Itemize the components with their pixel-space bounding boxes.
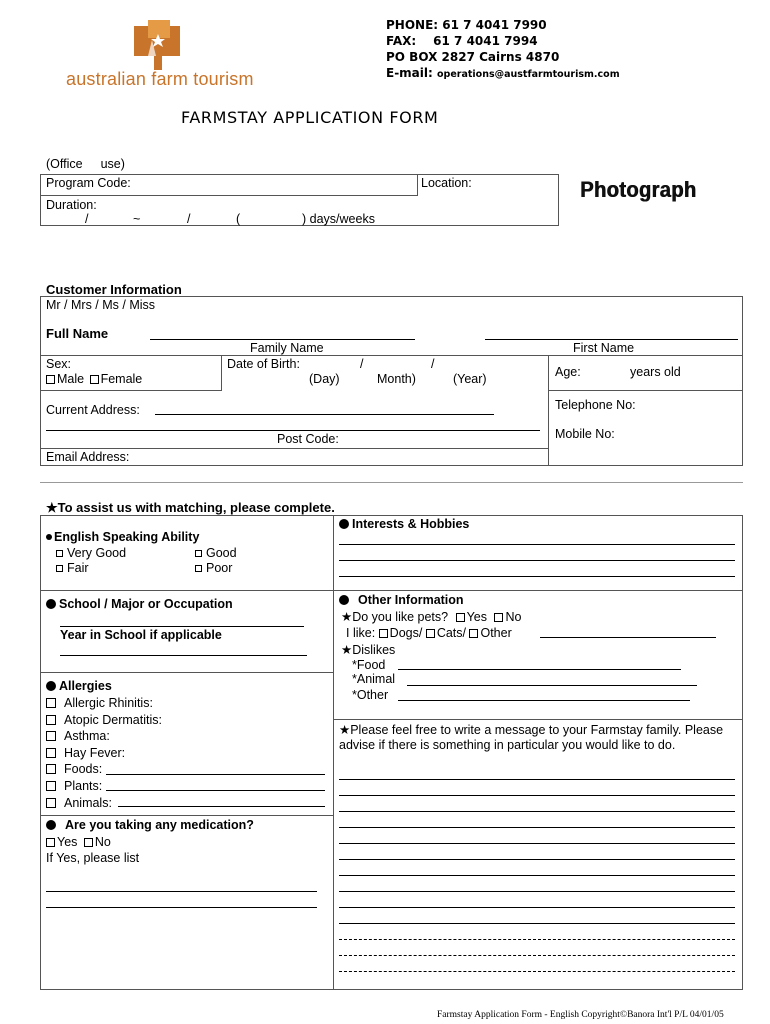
duration-slash: / xyxy=(187,212,191,226)
logo xyxy=(62,20,262,95)
family-name-caption: Family Name xyxy=(250,341,324,355)
title-options: Mr / Mrs / Ms / Miss xyxy=(46,298,156,312)
dob-slash: / xyxy=(360,357,364,371)
allergy-item[interactable]: Allergic Rhinitis: xyxy=(46,695,162,712)
contact-fax: FAX: 61 7 4041 7994 xyxy=(386,34,538,48)
bullet-icon xyxy=(46,681,56,691)
other-pet-checkbox[interactable]: Other xyxy=(469,626,511,640)
allergy-item[interactable]: Atopic Dermatitis: xyxy=(46,712,162,729)
bullet-icon xyxy=(339,519,349,529)
bullet-icon xyxy=(339,595,349,605)
pets-yes-checkbox[interactable]: Yes xyxy=(456,610,487,624)
other-info-heading: Other Information xyxy=(339,593,464,607)
pets-question: ★Do you like pets? Yes No xyxy=(341,610,522,624)
logo-mark-icon xyxy=(134,20,180,70)
duration-tilde: ~ xyxy=(133,212,141,226)
duration-paren: ( xyxy=(236,212,241,226)
address-input-2[interactable] xyxy=(46,430,540,431)
allergy-plants-input[interactable] xyxy=(106,790,325,791)
message-prompt: ★Please feel free to write a message to your Farmstay family. Please advise if there is something in particular you would like to do. xyxy=(339,723,724,752)
allergies-heading: Allergies xyxy=(46,679,112,693)
medication-input-2[interactable] xyxy=(46,907,317,908)
medication-heading: Are you taking any medication? xyxy=(46,818,254,832)
school-heading: School / Major or Occupation xyxy=(46,597,233,611)
duration-label: Duration: xyxy=(46,198,97,212)
medication-if-yes: If Yes, please list xyxy=(46,851,140,865)
duration-unit: ) days/weeks xyxy=(302,212,375,226)
dob-slash: / xyxy=(431,357,435,371)
contact-pobox: PO BOX 2827 Cairns 4870 xyxy=(386,50,560,64)
allergy-item[interactable]: Asthma: xyxy=(46,728,162,745)
customer-info-heading: Customer Information xyxy=(46,282,182,297)
male-checkbox[interactable]: Male xyxy=(46,372,84,386)
star-icon: ★ xyxy=(341,643,353,657)
pets-no-checkbox[interactable]: No xyxy=(494,610,521,624)
age-label: Age: xyxy=(555,365,581,379)
sex-options xyxy=(46,372,142,386)
english-very-good[interactable]: Very Good xyxy=(56,546,126,560)
address-input-1[interactable] xyxy=(155,414,494,415)
allergy-animals-input[interactable] xyxy=(118,806,325,807)
year-in-school-label: Year in School if applicable xyxy=(60,628,222,642)
english-good[interactable]: Good xyxy=(195,546,237,560)
other-pet-input[interactable] xyxy=(540,637,716,638)
sex-label: Sex: xyxy=(46,357,72,371)
dislike-food-label: *Food xyxy=(352,658,386,672)
contact-phone: PHONE: 61 7 4041 7990 xyxy=(386,18,547,32)
dislike-animal-label: *Animal xyxy=(352,672,396,686)
contact-email: E-mail: operations@austfarmtourism.com xyxy=(386,66,620,80)
allergy-item[interactable]: Plants: xyxy=(46,778,162,795)
office-use-label: (Office use) xyxy=(46,157,125,171)
bullet-icon xyxy=(46,820,56,830)
first-name-input[interactable] xyxy=(485,339,738,340)
bullet-icon xyxy=(46,599,56,609)
first-name-caption: First Name xyxy=(573,341,635,355)
star-icon: ★ xyxy=(339,723,351,737)
photograph-placeholder: Photograph xyxy=(580,177,697,202)
dogs-checkbox[interactable]: Dogs/ xyxy=(379,626,423,640)
medication-input-1[interactable] xyxy=(46,891,317,892)
allergy-foods-input[interactable] xyxy=(106,774,325,775)
english-fair[interactable]: Fair xyxy=(56,561,89,575)
dislike-animal-input[interactable] xyxy=(407,685,697,686)
dob-day: (Day) xyxy=(309,372,340,386)
english-poor[interactable]: Poor xyxy=(195,561,232,575)
years-old-label: years old xyxy=(630,365,681,379)
program-code-label: Program Code: xyxy=(46,176,131,190)
footer-copyright: Farmstay Application Form - English Copyright©Banora Int'l P/L 04/01/05 xyxy=(437,1010,724,1020)
english-ability-heading: English Speaking Ability xyxy=(46,530,199,544)
post-code-label: Post Code: xyxy=(277,432,339,446)
telephone-label: Telephone No: xyxy=(555,398,636,412)
full-name-label: Full Name xyxy=(46,326,109,341)
section-divider xyxy=(40,482,743,483)
dob-label: Date of Birth: xyxy=(227,357,300,371)
family-name-input[interactable] xyxy=(150,339,415,340)
year-in-school-input[interactable] xyxy=(60,655,307,656)
star-icon: ★ xyxy=(46,500,58,515)
school-input[interactable] xyxy=(60,626,304,627)
logo-wordmark: australian farm tourism xyxy=(66,69,254,89)
dob-year: (Year) xyxy=(453,372,487,386)
allergy-item[interactable]: Foods: xyxy=(46,761,162,778)
interests-input-1[interactable] xyxy=(339,544,735,545)
page-title: FARMSTAY APPLICATION FORM xyxy=(181,108,439,127)
allergy-item[interactable]: Animals: xyxy=(46,795,162,812)
bullet-icon xyxy=(46,534,52,540)
interests-heading: Interests & Hobbies xyxy=(339,517,469,531)
allergy-item[interactable]: Hay Fever: xyxy=(46,745,162,762)
cats-checkbox[interactable]: Cats/ xyxy=(426,626,466,640)
interests-input-2[interactable] xyxy=(339,560,735,561)
current-address-label: Current Address: xyxy=(46,403,140,417)
medication-options xyxy=(46,835,111,849)
dob-month: Month) xyxy=(377,372,416,386)
dislike-other-label: *Other xyxy=(352,688,389,702)
female-checkbox[interactable]: Female xyxy=(88,372,143,386)
dislikes-label: ★Dislikes xyxy=(341,643,396,657)
matching-heading: ★To assist us with matching, please complete. xyxy=(46,500,335,515)
duration-slash: / xyxy=(85,212,89,226)
location-label: Location: xyxy=(421,176,472,190)
star-icon: ★ xyxy=(341,610,353,624)
medication-no-checkbox[interactable]: No xyxy=(84,835,111,849)
dislike-other-input[interactable] xyxy=(398,700,690,701)
interests-input-3[interactable] xyxy=(339,576,735,577)
dislike-food-input[interactable] xyxy=(398,669,681,670)
pets-like: I like: Dogs/ Cats/ Other xyxy=(346,626,512,640)
email-label: Email Address: xyxy=(46,450,130,464)
allergy-list xyxy=(46,695,162,811)
medication-yes-checkbox[interactable]: Yes xyxy=(46,835,77,849)
mobile-label: Mobile No: xyxy=(555,427,615,441)
